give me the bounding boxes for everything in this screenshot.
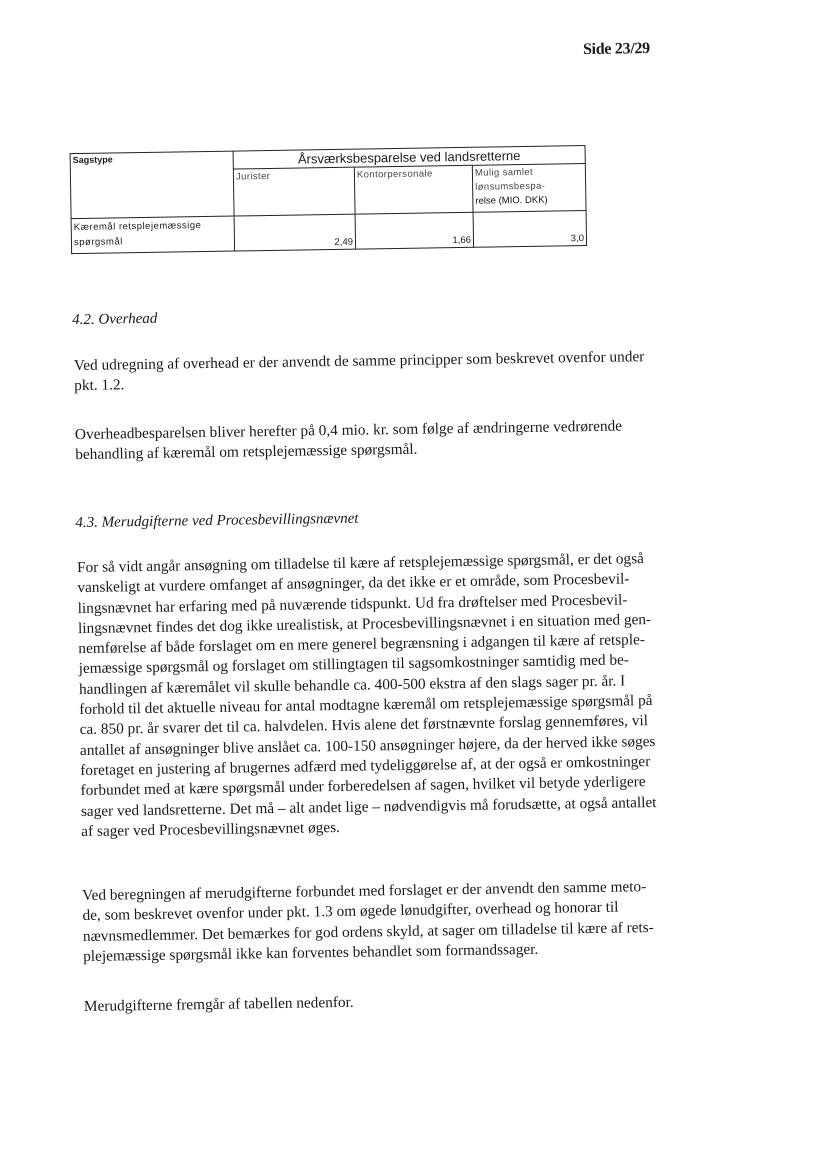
paragraph-overhead-2: Overheadbesparelsen bliver herefter på 0,4 mio. kr. som følge af ændringerne vedrørende behandling af kæremål om retsplejemæssige spørgsmål.	[74, 417, 623, 464]
value-kontorpersonale: 1,66	[355, 212, 474, 249]
paragraph-merudgifter-2: Ved beregningen af merudgifterne forbundet med forslaget er der anvendt den samme meto- de, som beskrevet ovenfor under pkt. 1.3 om øgede lønudgifter, overhead og honorar til nævnsmedlemmer. Det bemærkes for god ordens skyld, at sager om tilladelse til kære af rets- plejemæssige spørgsmål ikke kan forventes behandlet som formandssager.	[82, 878, 654, 965]
heading-merudgifter: 4.3. Merudgifterne ved Procesbevillingsnævnet	[75, 510, 359, 532]
row-label-kaeremaal: Kæremål retsplejemæssige spørgsmål	[71, 216, 235, 254]
subheader-mulig-samlet: Mulig samlet lønsumsbespa- relse (MIO. DKK)	[472, 164, 586, 213]
value-mulig-samlet: 3,0	[473, 211, 587, 248]
subheader-kontorpersonale: Kontorpersonale	[354, 165, 473, 214]
header-sagstype: Sagstype	[70, 151, 234, 219]
savings-table	[70, 145, 588, 254]
subheader-jurister: Jurister	[233, 167, 355, 216]
paragraph-merudgifter-1: For så vidt angår ansøgning om tilladelse til kære af retsplejemæssige spørgsmål, er det også vanskeligt at vurdere omfanget af ansøgninger, da det ikke er et område, som Procesbevil- lingsnævnet har erfaring med på nuværende tidspunkt. Ud fra drøftelser med Procesbevil- lingsnævnet findes det dog ikke urealistisk, at Procesbevillingsnævnet i en situation med gen- nemførelse af både forslaget om en mere generel begrænsning i adgangen til kære af retsple- jemæssige spørgsmål og forslaget om stillingtagen til sagsomkostninger samtidig med be- handlingen af kæremålet vil skulle behandle ca. 400-500 ekstra af den slags sager pr. år. I forhold til det aktuelle niveau for antal modtagne kæremål om retsplejemæssige spørgsmål på ca. 850 pr. år svarer det til ca. halvdelen. Hvis alene det førstnævnte forslag gennemføres, vil antallet af ansøgninger blive anslået ca. 100-150 ansøgninger højere, da der herved ikke søges foretaget en justering af brugernes adfærd med tydeliggørelse af, at der også er omkostninger forbundet med at kære spørgsmål under forberedelsen af sagen, hvilket vil betyde yderligere sager ved landsretterne. Det må – alt andet lige – nødvendigvis må forudsætte, at også antallet af sager ved Procesbevillingsnævnet øges.	[76, 550, 657, 840]
paragraph-overhead-1: Ved udregning af overhead er der anvendt de samme principper som beskrevet ovenfor under pkt. 1.2.	[73, 348, 645, 395]
heading-overhead: 4.2. Overhead	[72, 310, 158, 329]
value-jurister: 2,49	[234, 214, 356, 251]
page-number: Side 23/29	[582, 40, 650, 59]
header-aarsvaerk: Årsværksbesparelse ved landsretterne	[233, 146, 585, 170]
paragraph-merudgifter-3: Merudgifterne fremgår af tabellen nedenfor.	[83, 993, 354, 1016]
